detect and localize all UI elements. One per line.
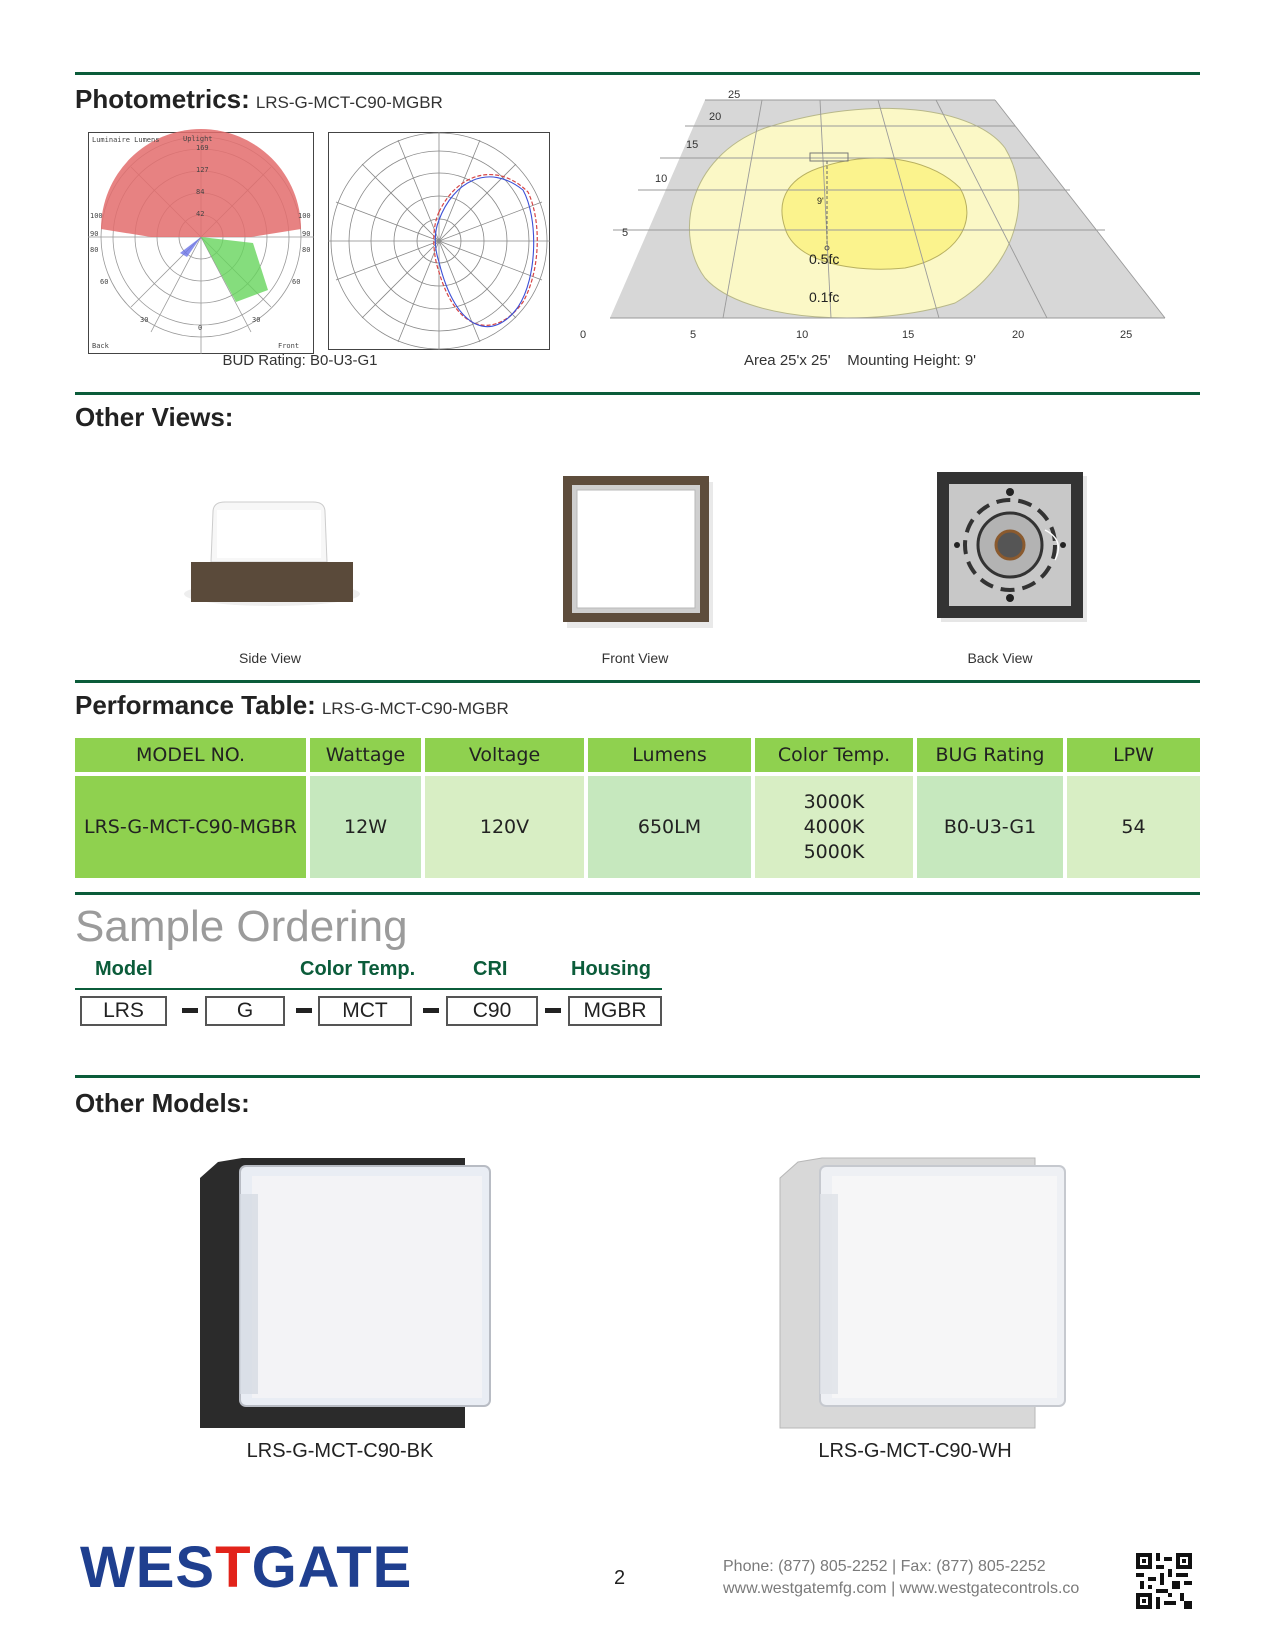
header-model: MODEL NO. <box>75 738 306 772</box>
website-mfg[interactable]: www.westgatemfg.com <box>723 1580 887 1597</box>
x-tick-25: 25 <box>1120 329 1133 341</box>
section-rule <box>75 72 1200 75</box>
label-model: Model <box>95 958 153 980</box>
black-model-image <box>200 1158 495 1438</box>
header-wattage: Wattage <box>310 738 421 772</box>
section-rule <box>75 892 1200 895</box>
label-cri: CRI <box>473 958 508 980</box>
qr-code[interactable] <box>1136 1553 1192 1609</box>
cct-5000: 5000K <box>803 840 865 863</box>
angle-100-right: 100 <box>298 212 311 220</box>
uplight-label: Uplight <box>183 135 213 143</box>
mount-height-label: 9' <box>817 196 824 206</box>
cell-bug: B0-U3-G1 <box>917 776 1063 878</box>
white-model-caption: LRS-G-MCT-C90-WH <box>818 1440 1012 1462</box>
fc-outer-label: 0.1fc <box>809 289 840 305</box>
candela-polar-chart <box>328 132 550 350</box>
side-view-caption: Side View <box>238 650 301 666</box>
angle-90-right: 90 <box>302 230 311 238</box>
header-lumens: Lumens <box>588 738 751 772</box>
white-model-image <box>780 1158 1075 1438</box>
scale-127: 127 <box>196 166 209 174</box>
cell-lumens: 650LM <box>588 776 751 878</box>
website-controls[interactable]: www.westgatecontrols.co <box>899 1580 1080 1597</box>
angle-60-right: 60 <box>292 278 301 286</box>
cct-3000: 3000K <box>803 790 865 813</box>
separator-dash <box>296 1008 312 1013</box>
label-housing: Housing <box>571 958 651 980</box>
y-tick-5: 5 <box>622 227 629 239</box>
y-tick-20: 20 <box>709 111 722 123</box>
westgate-logo: WESTGATE <box>80 1535 413 1600</box>
angle-80-right: 80 <box>302 246 311 254</box>
code-color: G <box>205 996 285 1026</box>
fax: Fax: (877) 805-2252 <box>900 1558 1046 1575</box>
page-number: 2 <box>614 1567 626 1589</box>
angle-30-left: 30 <box>140 316 149 324</box>
front-label: Front <box>278 342 300 350</box>
phone-text: Phone: (877) 805-2252 | Fax: (877) 805-2252 <box>723 1558 1046 1575</box>
separator-dash <box>545 1008 561 1013</box>
y-tick-15: 15 <box>686 139 699 151</box>
bud-rating: BUD Rating: B0-U3-G1 <box>222 352 378 369</box>
area-caption: Area 25'x 25' Mounting Height: 9' <box>743 352 977 369</box>
code-cct: MCT <box>318 996 412 1026</box>
cell-color-temp <box>755 776 913 878</box>
header-lpw: LPW <box>1067 738 1200 772</box>
luminaire-lumens-label: Luminaire Lumens <box>92 136 160 144</box>
back-view-caption: Back View <box>967 650 1033 666</box>
x-tick-10: 10 <box>796 329 809 341</box>
header-bug-rating: BUG Rating <box>917 738 1063 772</box>
x-tick-5: 5 <box>690 329 697 341</box>
scale-42: 42 <box>196 210 205 218</box>
header-voltage: Voltage <box>425 738 584 772</box>
performance-model: LRS-G-MCT-C90-MGBR <box>321 699 509 718</box>
angle-100-left: 100 <box>90 212 103 220</box>
x-tick-0: 0 <box>580 329 587 341</box>
header-color-temp: Color Temp. <box>755 738 913 772</box>
code-model: LRS <box>80 996 167 1026</box>
y-tick-10: 10 <box>655 173 668 185</box>
front-view-image <box>555 470 715 630</box>
section-rule <box>75 680 1200 683</box>
x-tick-15: 15 <box>902 329 915 341</box>
photometrics-model: LRS-G-MCT-C90-MGBR <box>255 93 443 112</box>
angle-0: 0 <box>198 324 203 332</box>
ordering-underline <box>75 988 662 990</box>
label-color-temp: Color Temp. <box>300 958 416 980</box>
scale-169: 169 <box>196 144 209 152</box>
fc-inner-label: 0.5fc <box>809 251 840 267</box>
separator-dash <box>423 1008 439 1013</box>
isofootcandle-plot <box>580 88 1190 356</box>
section-rule <box>75 392 1200 395</box>
bug-polar-chart <box>88 132 314 354</box>
cell-model: LRS-G-MCT-C90-MGBR <box>75 776 306 878</box>
back-view-image <box>935 470 1087 622</box>
y-tick-25: 25 <box>728 89 741 101</box>
cell-voltage: 120V <box>425 776 584 878</box>
side-view-image <box>185 490 360 608</box>
front-view-caption: Front View <box>601 650 669 666</box>
phone: Phone: (877) 805-2252 <box>723 1558 888 1575</box>
cell-lpw: 54 <box>1067 776 1200 878</box>
web-text: www.westgatemfg.com | www.westgatecontrols.co <box>723 1580 1080 1597</box>
angle-90-left: 90 <box>90 230 99 238</box>
cct-4000: 4000K <box>803 815 865 838</box>
code-cri: C90 <box>446 996 538 1026</box>
angle-30-right: 30 <box>252 316 261 324</box>
black-model-caption: LRS-G-MCT-C90-BK <box>246 1440 434 1462</box>
photometrics-heading: Photometrics: LRS-G-MCT-C90-MGBR <box>75 84 443 114</box>
scale-84: 84 <box>196 188 205 196</box>
cell-wattage: 12W <box>310 776 421 878</box>
sample-ordering-heading: Sample Ordering <box>75 902 408 951</box>
section-rule <box>75 1075 1200 1078</box>
separator-dash <box>182 1008 198 1013</box>
back-label: Back <box>92 342 109 350</box>
angle-80-left: 80 <box>90 246 99 254</box>
other-models-heading: Other Models: <box>75 1088 250 1118</box>
other-views-heading: Other Views: <box>75 402 234 432</box>
x-tick-20: 20 <box>1012 329 1025 341</box>
performance-heading: Performance Table: LRS-G-MCT-C90-MGBR <box>75 690 509 720</box>
angle-60-left: 60 <box>100 278 109 286</box>
code-housing: MGBR <box>568 996 662 1026</box>
